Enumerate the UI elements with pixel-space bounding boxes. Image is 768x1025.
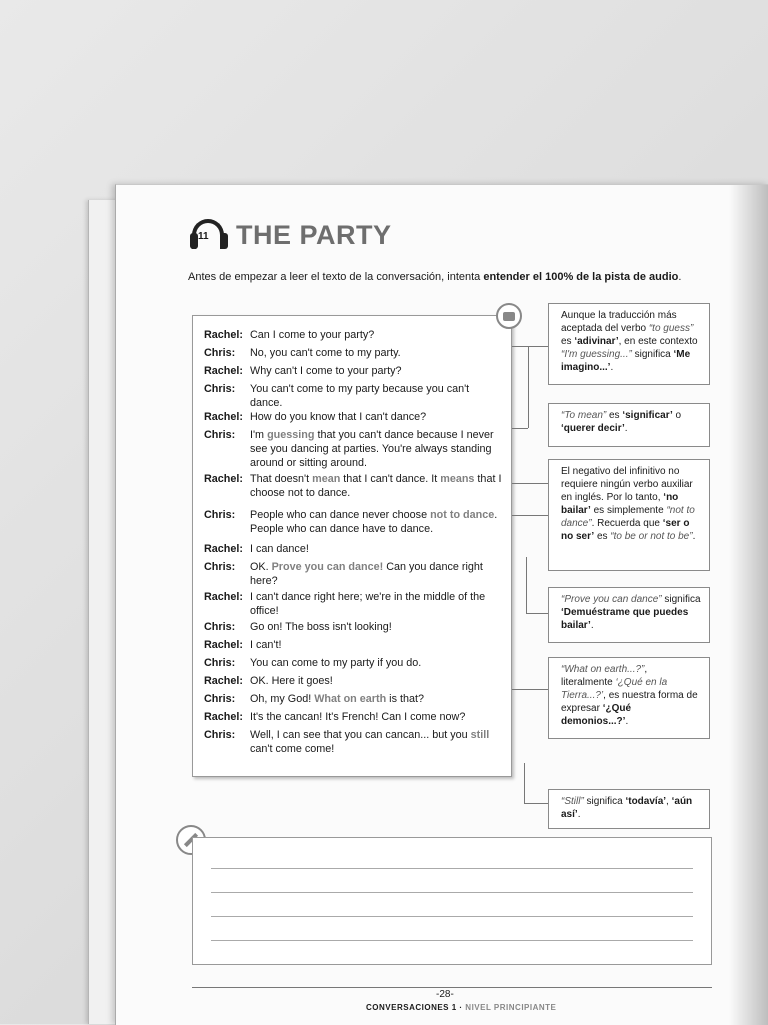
text-fragment: Go on! The boss isn't looking!: [250, 621, 392, 633]
note-text: . Recuerda que: [591, 518, 663, 529]
writing-line: [211, 892, 693, 893]
page-gutter-shadow: [729, 185, 768, 1025]
connector-line: [524, 763, 549, 804]
text-fragment: That doesn't: [250, 473, 313, 485]
note-text: “Prove you can dance”: [561, 594, 662, 605]
text-fragment: I can't!: [250, 639, 282, 651]
dialogue-text: [250, 364, 504, 378]
note-mean: [548, 403, 710, 447]
note-text: “to guess”: [648, 323, 694, 334]
dialogue-text: [250, 620, 504, 634]
speaker-name: Chris:: [204, 509, 236, 521]
dialogue-text: [250, 692, 504, 706]
note-text: El negativo del infinitivo no requiere ningún verbo auxiliar en inglés. Por lo tanto,: [561, 466, 693, 503]
speaker-name: Chris:: [204, 429, 236, 441]
speaker-name: Chris:: [204, 347, 236, 359]
dialogue-line: [204, 638, 504, 652]
speaker-name: Rachel:: [204, 639, 244, 651]
writing-line: [211, 868, 693, 869]
dialogue-text: [250, 328, 504, 342]
text-fragment: Well, I can see that you can cancan... but you: [250, 729, 471, 741]
note-text: significa: [631, 349, 674, 360]
dialogue-text: [250, 656, 504, 670]
dialogue-line: [204, 728, 504, 756]
connector-line: [528, 346, 529, 428]
dialogue-line: [204, 346, 504, 360]
note-text: “I'm guessing...”: [561, 349, 632, 360]
dialogue-line: [204, 656, 504, 670]
note-text: es: [606, 410, 623, 421]
note-text: ‘¿Qué demonios...?’: [561, 703, 632, 727]
note-text: ‘Demuéstrame que puedes bailar’: [561, 607, 689, 631]
note-guess: [548, 303, 710, 385]
note-still: [548, 789, 710, 829]
text-fragment: OK. Here it goes!: [250, 675, 333, 687]
note-text: , en este contexto: [618, 336, 698, 347]
speech-bubble-icon: [496, 303, 522, 329]
note-text: “What on earth...?”: [561, 664, 645, 675]
text-fragment: Can I come to your party?: [250, 329, 375, 341]
text-fragment: How do you know that I can't dance?: [250, 411, 427, 423]
speaker-name: Rachel:: [204, 543, 244, 555]
track-number: 11: [198, 231, 209, 242]
dialogue-line: [204, 508, 504, 536]
dialogue-box: [192, 315, 512, 777]
note-infinitive: [548, 459, 710, 571]
intro-instruction: Antes de empezar a leer el texto de la conversación, intenta entender el 100% de la pista de audio.: [188, 271, 682, 283]
text-fragment: No, you can't come to my party.: [250, 347, 401, 359]
highlighted-expression: guessing: [267, 429, 315, 441]
note-text: ‘aún así’: [561, 796, 693, 820]
writing-line: [211, 916, 693, 917]
text-fragment: I'm: [250, 429, 268, 441]
dialogue-line: [204, 620, 504, 634]
dialogue-line: [204, 328, 504, 342]
note-text: Aunque la traducción más aceptada del verbo: [561, 310, 677, 334]
text-fragment: Oh, my God!: [250, 693, 315, 705]
connector-line: [512, 428, 528, 429]
dialogue-line: [204, 542, 504, 556]
footer-rule: [192, 987, 712, 988]
dialogue-text: [250, 560, 504, 588]
note-text: .: [577, 809, 581, 820]
connector-line: [512, 346, 548, 347]
highlighted-expression: mean: [312, 473, 341, 485]
note-text: ‘adivinar’: [574, 336, 619, 347]
note-text: .: [624, 423, 628, 434]
text-fragment: that I choose not to dance.: [250, 473, 502, 499]
note-text: es: [594, 531, 611, 542]
note-text: o: [672, 410, 682, 421]
dialogue-text: [250, 590, 504, 618]
speaker-name: Rachel:: [204, 411, 244, 423]
text-fragment: . People who can dance have to dance.: [250, 509, 498, 535]
headphones-icon: [186, 215, 232, 255]
speaker-name: Rachel:: [204, 365, 244, 377]
text-fragment: is that?: [386, 693, 424, 705]
page-title: THE PARTY: [236, 219, 392, 250]
speaker-name: Rachel:: [204, 675, 244, 687]
note-text: ‘no bailar’: [561, 492, 679, 516]
dialogue-line: [204, 428, 504, 470]
speaker-name: Rachel:: [204, 473, 244, 485]
note-text: , literalmente: [561, 664, 648, 688]
dialogue-line: [204, 710, 504, 724]
note-text: .: [610, 362, 614, 373]
speaker-name: Chris:: [204, 693, 236, 705]
speaker-name: Chris:: [204, 657, 236, 669]
dialogue-line: [204, 674, 504, 688]
connector-line: [512, 689, 548, 690]
note-what-on-earth: [548, 657, 710, 739]
note-text: ‘¿Qué en la Tierra...?’: [561, 677, 668, 701]
highlighted-expression: means: [440, 473, 475, 485]
note-text: “Still”: [561, 796, 584, 807]
text-fragment: that I can't dance. It: [340, 473, 441, 485]
speaker-name: Rachel:: [204, 329, 244, 341]
speaker-name: Chris:: [204, 561, 236, 573]
text-fragment: that you can't dance because I never see you dancing at parties. You're always standing around or sitting around.: [250, 429, 494, 469]
note-text: ‘todavía’: [625, 796, 667, 807]
note-text: ,: [666, 796, 672, 807]
dialogue-line: [204, 472, 504, 500]
dialogue-line: [204, 410, 504, 424]
text-fragment: You can't come to my party because you can't dance.: [250, 383, 470, 409]
note-prove: [548, 587, 710, 643]
book-page: [115, 184, 768, 1025]
text-fragment: Why can't I come to your party?: [250, 365, 402, 377]
highlighted-expression: not to dance: [430, 509, 495, 521]
speaker-name: Rachel:: [204, 591, 244, 603]
text-fragment: Can you dance right here?: [250, 561, 483, 587]
dialogue-text: [250, 542, 504, 556]
note-text: ‘querer decir’: [561, 423, 625, 434]
note-text: .: [625, 716, 629, 727]
dialogue-text: [250, 638, 504, 652]
page-number: -28-: [436, 989, 454, 1000]
dialogue-text: [250, 346, 504, 360]
connector-line: [526, 557, 549, 614]
speaker-name: Chris:: [204, 621, 236, 633]
dialogue-line: [204, 560, 504, 588]
highlighted-expression: Prove you can dance!: [271, 561, 384, 573]
section-header: [186, 215, 392, 255]
note-text: , es nuestra forma de expresar: [561, 690, 698, 714]
dialogue-line: [204, 590, 504, 618]
connector-line: [512, 483, 548, 484]
text-fragment: People who can dance never choose: [250, 509, 431, 521]
note-text: “to be or not to be”: [610, 531, 693, 542]
note-text: es simplemente: [590, 505, 667, 516]
text-fragment: It's the cancan! It's French! Can I come now?: [250, 711, 466, 723]
note-text: “To mean”: [561, 410, 607, 421]
note-text: “not to dance”: [561, 505, 695, 529]
text-fragment: I can dance!: [250, 543, 309, 555]
speaker-name: Rachel:: [204, 711, 244, 723]
connector-line: [512, 515, 548, 516]
dialogue-text: [250, 428, 504, 470]
dialogue-text: [250, 472, 504, 500]
dialogue-text: [250, 382, 504, 410]
book-footer: CONVERSACIONES 1 · NIVEL PRINCIPIANTE: [366, 1003, 557, 1012]
note-text: ‘ser o no ser’: [561, 518, 690, 542]
dialogue-text: [250, 728, 504, 756]
note-text: significa: [583, 796, 626, 807]
text-fragment: I can't dance right here; we're in the middle of the office!: [250, 591, 486, 617]
highlighted-expression: What on earth: [314, 693, 387, 705]
dialogue-text: [250, 508, 504, 536]
dialogue-text: [250, 410, 504, 424]
note-text: .: [590, 620, 594, 631]
speaker-name: Chris:: [204, 729, 236, 741]
text-fragment: OK.: [250, 561, 272, 573]
dialogue-text: [250, 674, 504, 688]
dialogue-line: [204, 364, 504, 378]
text-fragment: can't come come!: [250, 743, 335, 755]
note-text: .: [692, 531, 696, 542]
note-text: ‘Me imagino...’: [561, 349, 691, 373]
note-text: ‘significar’: [622, 410, 673, 421]
note-text: significa: [661, 594, 701, 605]
writing-line: [211, 940, 693, 941]
highlighted-expression: still: [470, 729, 490, 741]
text-fragment: You can come to my party if you do.: [250, 657, 422, 669]
note-text: es: [561, 336, 575, 347]
dialogue-text: [250, 710, 504, 724]
writing-area[interactable]: [192, 837, 712, 965]
speaker-name: Chris:: [204, 383, 236, 395]
dialogue-line: [204, 382, 504, 410]
dialogue-line: [204, 692, 504, 706]
